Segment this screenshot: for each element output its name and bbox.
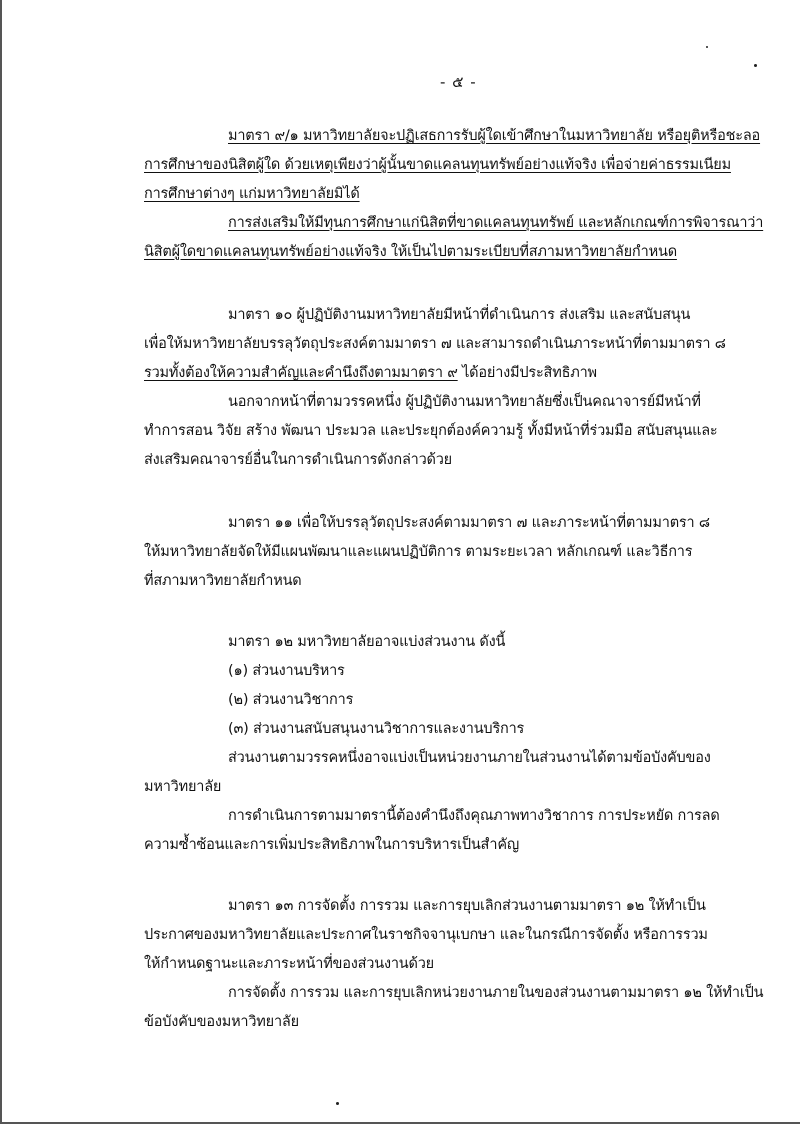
sec11-line-3: ที่สภามหาวิทยาลัยกำหนด [144, 573, 302, 589]
scan-speck [706, 46, 708, 48]
sec10-line-5: ทำการสอน วิจัย สร้าง พัฒนา ประมวล และประยุกต์องค์ความรู้ ทั้งมีหน้าที่ร่วมมือ สนับสนุนและ [144, 423, 718, 439]
sec91-line-1: มาตรา ๙/๑ มหาวิทยาลัยจะปฏิเสธการรับผู้ใดเข้าศึกษาในมหาวิทยาลัย หรือยุติหรือชะลอ [228, 128, 761, 144]
sec91-line-2: การศึกษาของนิสิตผู้ใด ด้วยเหตุเพียงว่าผู้นั้นขาดแคลนทุนทรัพย์อย่างแท้จริง เพื่อจ่ายค่าธรรมเนียม [144, 157, 731, 173]
sec91-line-5: นิสิตผู้ใดขาดแคลนทุนทรัพย์อย่างแท้จริง ให้เป็นไปตามระเบียบที่สภามหาวิทยาลัยกำหนด [144, 244, 677, 260]
sec10-line-4: นอกจากหน้าที่ตามวรรคหนึ่ง ผู้ปฏิบัติงานมหาวิทยาลัยซึ่งเป็นคณาจารย์มีหน้าที่ [228, 394, 701, 410]
sec12-line-1: มาตรา ๑๒ มหาวิทยาลัยอาจแบ่งส่วนงาน ดังนี้ [228, 634, 506, 650]
sec13-line-3: ให้กำหนดฐานะและภาระหน้าที่ของส่วนงานด้วย [144, 956, 434, 972]
sec12-item-1: (๑) ส่วนงานบริหาร [228, 663, 345, 679]
sec13-line-1: มาตรา ๑๓ การจัดตั้ง การรวม และการยุบเลิกส่วนงานตามมาตรา ๑๒ ให้ทำเป็น [228, 898, 706, 914]
sec10-line-1: มาตรา ๑๐ ผู้ปฏิบัติงานมหาวิทยาลัยมีหน้าที่ดำเนินการ ส่งเสริม และสนับสนุน [228, 307, 691, 323]
sec91-line-4: การส่งเสริมให้มีทุนการศึกษาแก่นิสิตที่ขาดแคลนทุนทรัพย์ และหลักเกณฑ์การพิจารณาว่า [228, 215, 764, 231]
sec91-line-3: การศึกษาต่างๆ แก่มหาวิทยาลัยมิได้ [144, 186, 360, 202]
sec10-line-6: ส่งเสริมคณาจารย์อื่นในการดำเนินการดังกล่าวด้วย [144, 452, 452, 468]
sec12-line-6: มหาวิทยาลัย [144, 779, 222, 795]
sec13-line-5: ข้อบังคับของมหาวิทยาลัย [144, 1014, 299, 1030]
sec13-line-2: ประกาศของมหาวิทยาลัยและประกาศในราชกิจจานุเบกษา และในกรณีการจัดตั้ง หรือการรวม [144, 927, 708, 943]
page-number: - ๕ - [440, 73, 477, 91]
sec10-line-2: เพื่อให้มหาวิทยาลัยบรรลุวัตถุประสงค์ตามมาตรา ๗ และสามารถดำเนินภาระหน้าที่ตามมาตรา ๘ [144, 336, 726, 352]
sec13-line-4: การจัดตั้ง การรวม และการยุบเลิกหน่วยงานภายในของส่วนงานตามมาตรา ๑๒ ให้ทำเป็น [228, 985, 764, 1001]
scan-speck [754, 64, 757, 67]
sec12-item-3: (๓) ส่วนงานสนับสนุนงานวิชาการและงานบริการ [228, 721, 525, 737]
sec11-line-1: มาตรา ๑๑ เพื่อให้บรรลุวัตถุประสงค์ตามมาตรา ๗ และภาระหน้าที่ตามมาตรา ๘ [228, 515, 710, 531]
sec12-line-7: การดำเนินการตามมาตรานี้ต้องคำนึงถึงคุณภาพทางวิชาการ การประหยัด การลด [228, 808, 720, 824]
sec11-line-2: ให้มหาวิทยาลัยจัดให้มีแผนพัฒนาและแผนปฏิบัติการ ตามระยะเวลา หลักเกณฑ์ และวิธีการ [144, 544, 693, 560]
scan-speck [336, 1102, 339, 1105]
sec10-underlined: รวมทั้งต้องให้ความสำคัญและคำนึงถึงตามมาตรา ๙ [144, 365, 458, 381]
sec12-line-8: ความซ้ำซ้อนและการเพิ่มประสิทธิภาพในการบริหารเป็นสำคัญ [144, 837, 519, 853]
sec10-line-3-rest: ได้อย่างมีประสิทธิภาพ [457, 365, 597, 381]
scan-left-edge [0, 0, 2, 1124]
sec10-line-3 [144, 364, 597, 382]
sec12-line-5: ส่วนงานตามวรรคหนึ่งอาจแบ่งเป็นหน่วยงานภายในส่วนงานได้ตามข้อบังคับของ [228, 750, 711, 766]
sec12-item-2: (๒) ส่วนงานวิชาการ [228, 692, 354, 708]
